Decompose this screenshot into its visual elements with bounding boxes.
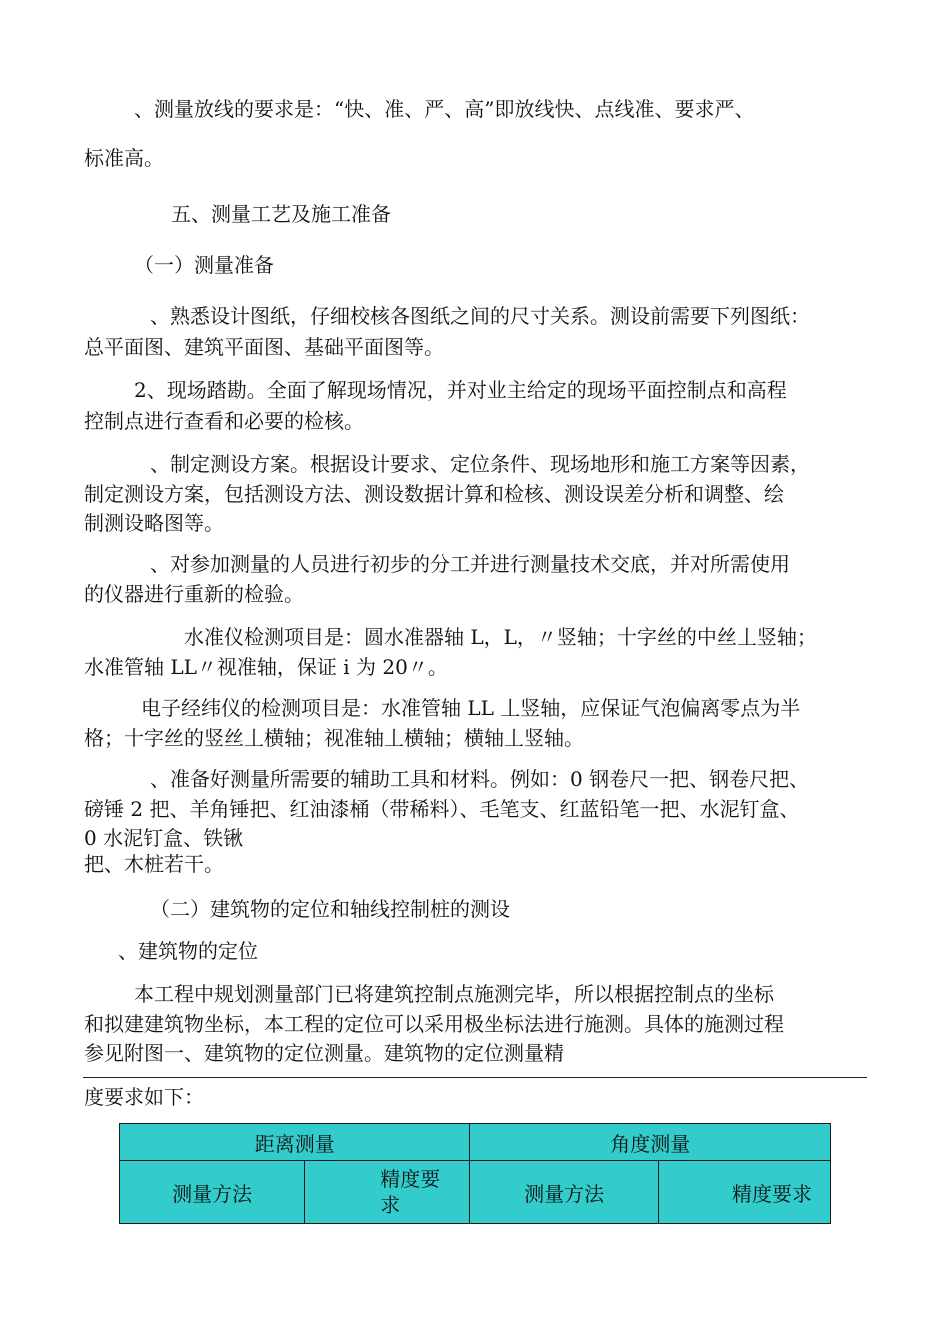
paragraph-line: 、建筑物的定位 (118, 939, 258, 963)
paragraph-line: 制定测设方案，包括测设方法、测设数据计算和检核、测设误差分析和调整、绘 (84, 482, 784, 506)
page-divider (83, 1077, 867, 1078)
header-angle: 角度测量 (470, 1124, 831, 1161)
paragraph-line: 总平面图、建筑平面图、基础平面图等。 (84, 335, 444, 359)
distance-precision-line1: 精度要 (380, 1167, 441, 1191)
paragraph-line: 标准高。 (84, 146, 164, 170)
paragraph-line: 电子经纬仪的检测项目是：水准管轴 LL 丄竖轴，应保证气泡偏离零点为半 (141, 696, 801, 720)
distance-method-cell: 测量方法 (120, 1161, 305, 1224)
paragraph-line: 、测量放线的要求是：“快、准、严、高”即放线快、点线准、要求严、 (134, 97, 755, 121)
paragraph-line: 制测设略图等。 (84, 511, 224, 535)
precision-table (119, 1123, 831, 1224)
header-distance: 距离测量 (120, 1124, 470, 1161)
paragraph-line: 参见附图一、建筑物的定位测量。建筑物的定位测量精 (84, 1041, 564, 1065)
paragraph-line: 度要求如下： (84, 1085, 204, 1109)
subsection-heading: （二）建筑物的定位和轴线控制桩的测设 (150, 897, 510, 921)
paragraph-line: 和拟建建筑物坐标，本工程的定位可以采用极坐标法进行施测。具体的施测过程 (84, 1012, 784, 1036)
paragraph-line: 控制点进行查看和必要的检核。 (84, 409, 364, 433)
paragraph-line: 磅锤 2 把、羊角锤把、红油漆桶（带稀料）、毛笔支、红蓝铅笔一把、水泥钉盒、 (84, 797, 800, 821)
paragraph-line: 把、木桩若干。 (84, 852, 224, 876)
paragraph-line: 水准仪检测项目是：圆水准器轴 L，L，〃竖轴；十字丝的中丝丄竖轴； (184, 625, 817, 649)
angle-method-cell: 测量方法 (470, 1161, 658, 1224)
table-header-row (120, 1124, 831, 1161)
distance-precision-cell (305, 1161, 470, 1224)
paragraph-line: 、对参加测量的人员进行初步的分工并进行测量技术交底，并对所需使用 (150, 552, 790, 576)
paragraph-line: 2、现场踏勘。全面了解现场情况，并对业主给定的现场平面控制点和高程 (134, 378, 787, 402)
angle-precision-cell: 精度要求 (658, 1161, 830, 1224)
paragraph-line: 、制定测设方案。根据设计要求、定位条件、现场地形和施工方案等因素， (150, 452, 810, 476)
subsection-heading: （一）测量准备 (134, 253, 274, 277)
section-heading: 五、测量工艺及施工准备 (171, 202, 391, 226)
paragraph-line: 、熟悉设计图纸，仔细校核各图纸之间的尺寸关系。测设前需要下列图纸： (150, 304, 810, 328)
paragraph-line: 水准管轴 LL〃视准轴，保证 i 为 20〃。 (84, 655, 448, 679)
table-row (120, 1161, 831, 1224)
paragraph-line: 格；十字丝的竖丝丄横轴；视准轴丄横轴；横轴丄竖轴。 (84, 726, 584, 750)
paragraph-line: 、准备好测量所需要的辅助工具和材料。例如：0 钢卷尺一把、钢卷尺把、 (150, 767, 810, 791)
distance-precision-line2: 求 (380, 1193, 401, 1217)
paragraph-line: 0 水泥钉盒、铁锹 (84, 826, 244, 850)
paragraph-line: 本工程中规划测量部门已将建筑控制点施测完毕，所以根据控制点的坐标 (134, 982, 774, 1006)
paragraph-line: 的仪器进行重新的检验。 (84, 582, 304, 606)
